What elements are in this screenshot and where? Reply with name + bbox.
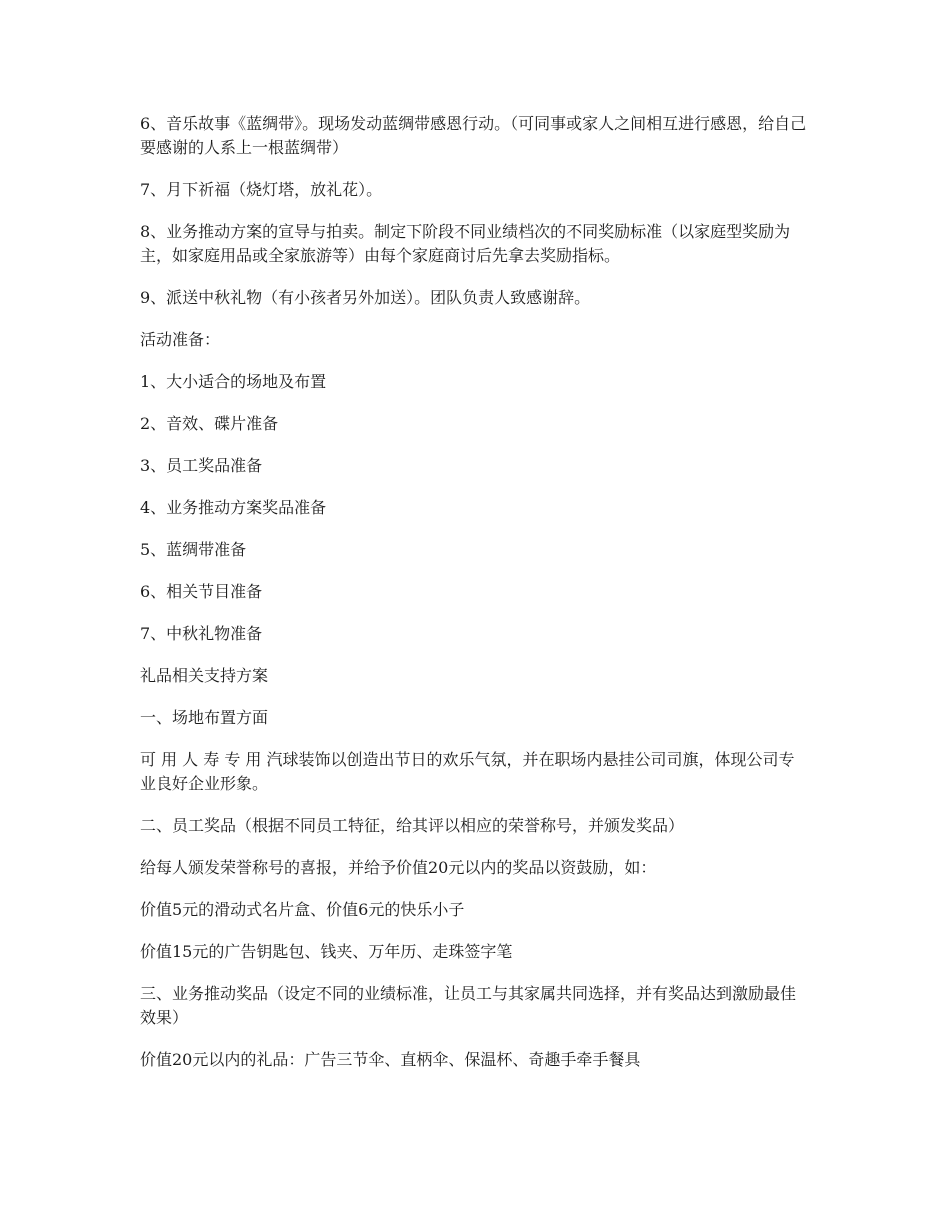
prep-item-audio: 2、音效、碟片准备 xyxy=(140,414,279,433)
prize-tier-20-yuan: 价值20元以内的礼品：广告三节伞、直柄伞、保温杯、奇趣手牵手餐具 xyxy=(140,1050,641,1069)
prep-item-mid-autumn-gifts: 7、中秋礼物准备 xyxy=(140,624,263,643)
document-body xyxy=(140,112,810,1090)
section-heading-preparation: 活动准备： xyxy=(140,330,221,349)
paragraph-item-7-moon-prayer: 7、月下祈福（烧灯塔，放礼花）。 xyxy=(140,180,383,199)
section-heading-gift-support: 礼品相关支持方案 xyxy=(140,666,269,685)
prep-item-employee-prizes: 3、员工奖品准备 xyxy=(140,456,263,475)
subheading-business-prizes: 三、业务推动奖品（设定不同的业绩标准，让员工与其家属共同选择，并有奖品达到激励最佳效果） xyxy=(140,984,797,1027)
prep-item-blue-ribbon: 5、蓝绸带准备 xyxy=(140,540,247,559)
prep-item-programs: 6、相关节目准备 xyxy=(140,582,263,601)
prize-tier-15-yuan: 价值15元的广告钥匙包、钱夹、万年历、走珠签字笔 xyxy=(140,942,513,961)
prep-item-promotion-prizes: 4、业务推动方案奖品准备 xyxy=(140,498,327,517)
paragraph-item-6-music-story: 6、音乐故事《蓝绸带》。现场发动蓝绸带感恩行动。（可同事或家人之间相互进行感恩，给自己要感谢的人系上一根蓝绸带） xyxy=(140,114,807,157)
employee-prizes-text: 给每人颁发荣誉称号的喜报，并给予价值20元以内的奖品以资鼓励，如： xyxy=(140,858,657,877)
prep-item-venue: 1、大小适合的场地及布置 xyxy=(140,372,327,391)
venue-layout-text: 可 用 人 寿 专 用 汽球装饰以创造出节日的欢乐气氛，并在职场内悬挂公司司旗，体现公司专业良好企业形象。 xyxy=(140,750,795,793)
paragraph-item-8-business-promotion: 8、业务推动方案的宣导与拍卖。制定下阶段不同业绩档次的不同奖励标准（以家庭型奖励为主，如家庭用品或全家旅游等）由每个家庭商讨后先拿去奖励指标。 xyxy=(140,222,791,265)
subheading-employee-prizes: 二、员工奖品（根据不同员工特征，给其评以相应的荣誉称号，并颁发奖品） xyxy=(140,816,685,835)
prize-tier-5-6-yuan: 价值5元的滑动式名片盒、价值6元的快乐小子 xyxy=(140,900,465,919)
paragraph-item-9-gifts: 9、派送中秋礼物（有小孩者另外加送）。团队负责人致感谢辞。 xyxy=(140,288,591,307)
subheading-venue-layout: 一、场地布置方面 xyxy=(140,708,269,727)
